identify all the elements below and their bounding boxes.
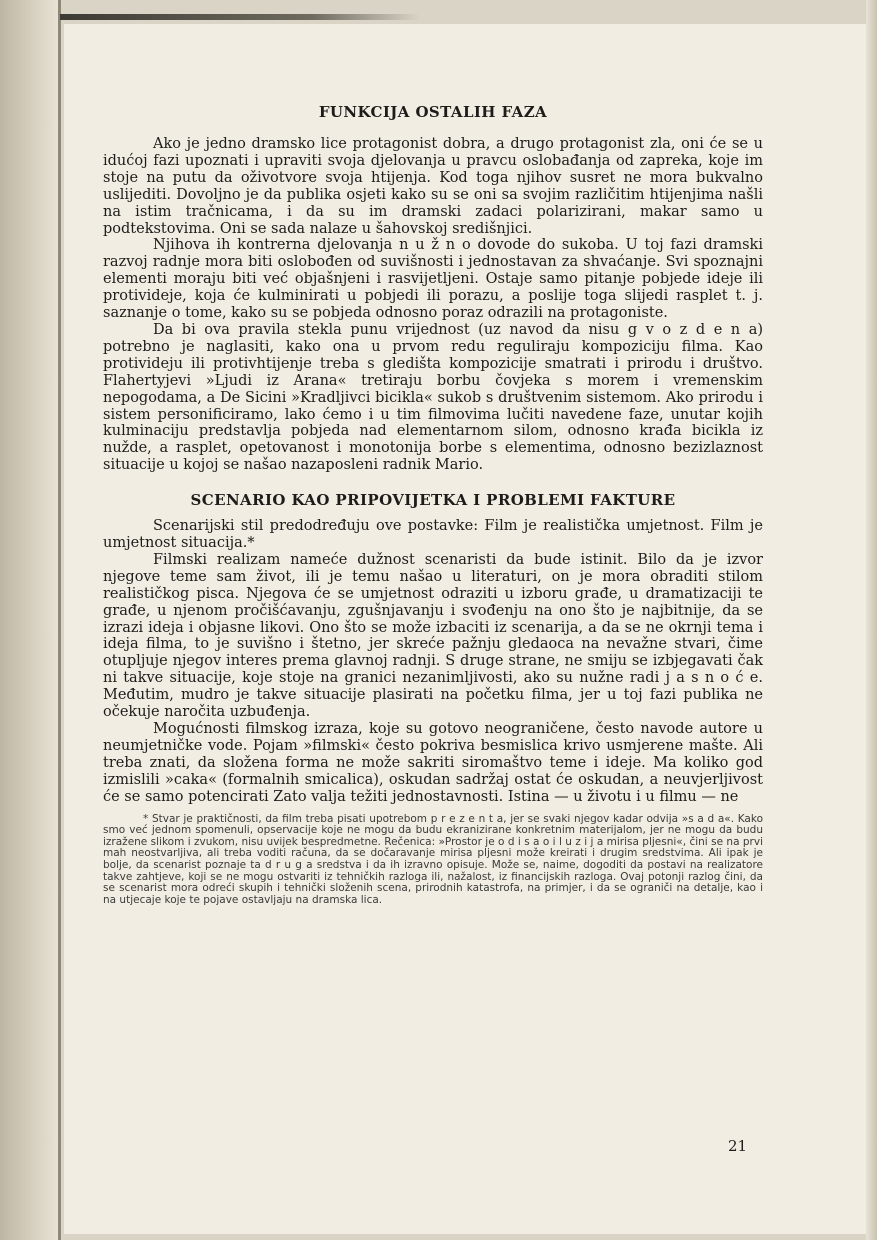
page-content	[103, 100, 763, 906]
section-heading-scenario: SCENARIO KAO PRIPOVIJETKA I PROBLEMI FAKTURE	[190, 491, 676, 510]
page-number: 21	[728, 1137, 748, 1155]
page-right-edge	[866, 0, 877, 1240]
book-spine	[0, 0, 60, 1240]
paragraph: Scenarijski stil predodređuju ove postavke: Film je realistička umjetnost. Film je umjetnost situacija.*	[103, 518, 763, 552]
section-heading-functions: FUNKCIJA OSTALIH FAZA	[318, 103, 548, 121]
top-shadow-bar	[60, 14, 420, 20]
spine-edge	[58, 0, 61, 1240]
paragraph: Mogućnosti filmskog izraza, koje su gotovo neograničene, često navode autore u neumjetničke vode. Pojam »filmski« često pokriva besmislica krivo usmjerene mašte. Ali treba znati, da složena forma ne može sakriti siromaštvo teme i ideje. Ma koliko god izmislili »caka« (formalnih smicalica), oskudan sadržaj ostat će oskudan, a neuvjerljivost će se samo potencirati Zato valja težiti jednostavnosti. Istina — u životu i u filmu — ne	[103, 721, 763, 805]
paragraph: Ako je jedno dramsko lice protagonist dobra, a drugo protagonist zla, oni će se u idućoj fazi upoznati i upraviti svoja djelovanja u pravcu oslobađanja od zapreka, koje im stoje na putu da oživotvore svoja htijenja. Kod toga njihov susret ne mora bukvalno uslijediti. Dovoljno je da publika osjeti kako su se oni sa svojim različitim htijenjima našli na istim tračnicama, i da su im dramski zadaci polarizirani, makar samo u podtekstovima. Oni se sada nalaze u šahovskoj središnjici.	[103, 136, 763, 237]
footnote: * Stvar je praktičnosti, da film treba pisati upotrebom p r e z e n t a, jer se svaki njegov kadar odvija »s a d a«. Kako smo već jednom spomenuli, opservacije koje ne mogu da budu ekranizirane konkretnim materijalom, jer ne mogu da budu izražene slikom i zvukom, nisu uvijek bespredmetne. Rečenica: »Prostor je o d i s a o i l u z i j a mirisa pljesni«, čini se na prvi mah neostvarljiva, ali treba voditi računa, da se dočaravanje mirisa pljesni može kreirati i drugim sredstvima. Ali ipak je bolje, da scenarist poznaje ta d r u g a sredstva i da ih izravno opisuje. Može se, naime, dogoditi da postavi na realizatore takve zahtjeve, koji se ne mogu ostvariti iz tehničkih razloga ili, nažalost, iz financijskih razloga. Ovaj potonji razlog čini, da se scenarist mora odreći skupih i tehnički složenih scena, prirodnih katastrofa, na primjer, i da se ograniči na detalje, kao i na utjecaje koje te pojave ostavljaju na dramska lica.	[103, 812, 763, 906]
paragraph: Filmski realizam nameće dužnost scenaristi da bude istinit. Bilo da je izvor njegove teme sam život, ili je temu našao u literaturi, on je mora obraditi stilom realističkog pisca. Njegova će se umjetnost odraziti u izboru građe, u dramatizaciji te građe, u njenom pročišćavanju, zgušnjavanju i svođenju na ono što je najbitnije, da se izrazi ideja i objasne likovi. Ono što se može izbaciti iz scenarija, a da se ne okrnji tema i ideja filma, to je suvišno i štetno, jer skreće pažnju gledaoca na nevažne stvari, čime otupljuje njegov interes prema glavnoj radnji. S druge strane, ne smiju se izbjegavati čak ni takve situacije, koje stoje na granici nezanimljivosti, ako su nužne radi j a s n o ć e. Međutim, mudro je takve situacije plasirati na početku filma, jer u toj fazi publika ne očekuje naročita uzbuđenja.	[103, 551, 763, 721]
paragraph: Njihova ih kontrerna djelovanja n u ž n o dovode do sukoba. U toj fazi dramski razvoj radnje mora biti oslobođen od suvišnosti i jednostavan za shvaćanje. Svi spoznajni elementi moraju biti već objašnjeni i rasvijetljeni. Ostaje samo pitanje pobjede ideje ili protivideje, koja će kulminirati u pobjedi ili porazu, a poslije toga slijedi rasplet t. j. saznanje o tome, kako su se pobjeda odnosno poraz odrazili na protagoniste.	[103, 237, 763, 322]
paragraph: Da bi ova pravila stekla punu vrijednost (uz navod da nisu g v o z d e n a) potrebno je naglasiti, kako ona u prvom redu reguliraju kompoziciju filma. Kao protivideju ili protivhtijenje treba s gledišta kompozicije smatrati i prirodu i društvo. Flahertyjevi »Ljudi iz Arana« tretiraju borbu čovjeka s morem i vremenskim nepogodama, a De Sicini »Kradljivci bicikla« sukob s društvenim sistemom. Ako prirodu i sistem personificiramo, lako ćemo i u tim filmovima lučiti navedene faze, unutar kojih kulminaciju predstavlja pobjeda nad elementarnom silom, odnosno krađa bicikla iz nužde, a rasplet, opetovanost i monotonija borbe s elementima, odnosno bezizlaznost situacije u kojoj se našao nazaposleni radnik Mario.	[103, 321, 763, 474]
